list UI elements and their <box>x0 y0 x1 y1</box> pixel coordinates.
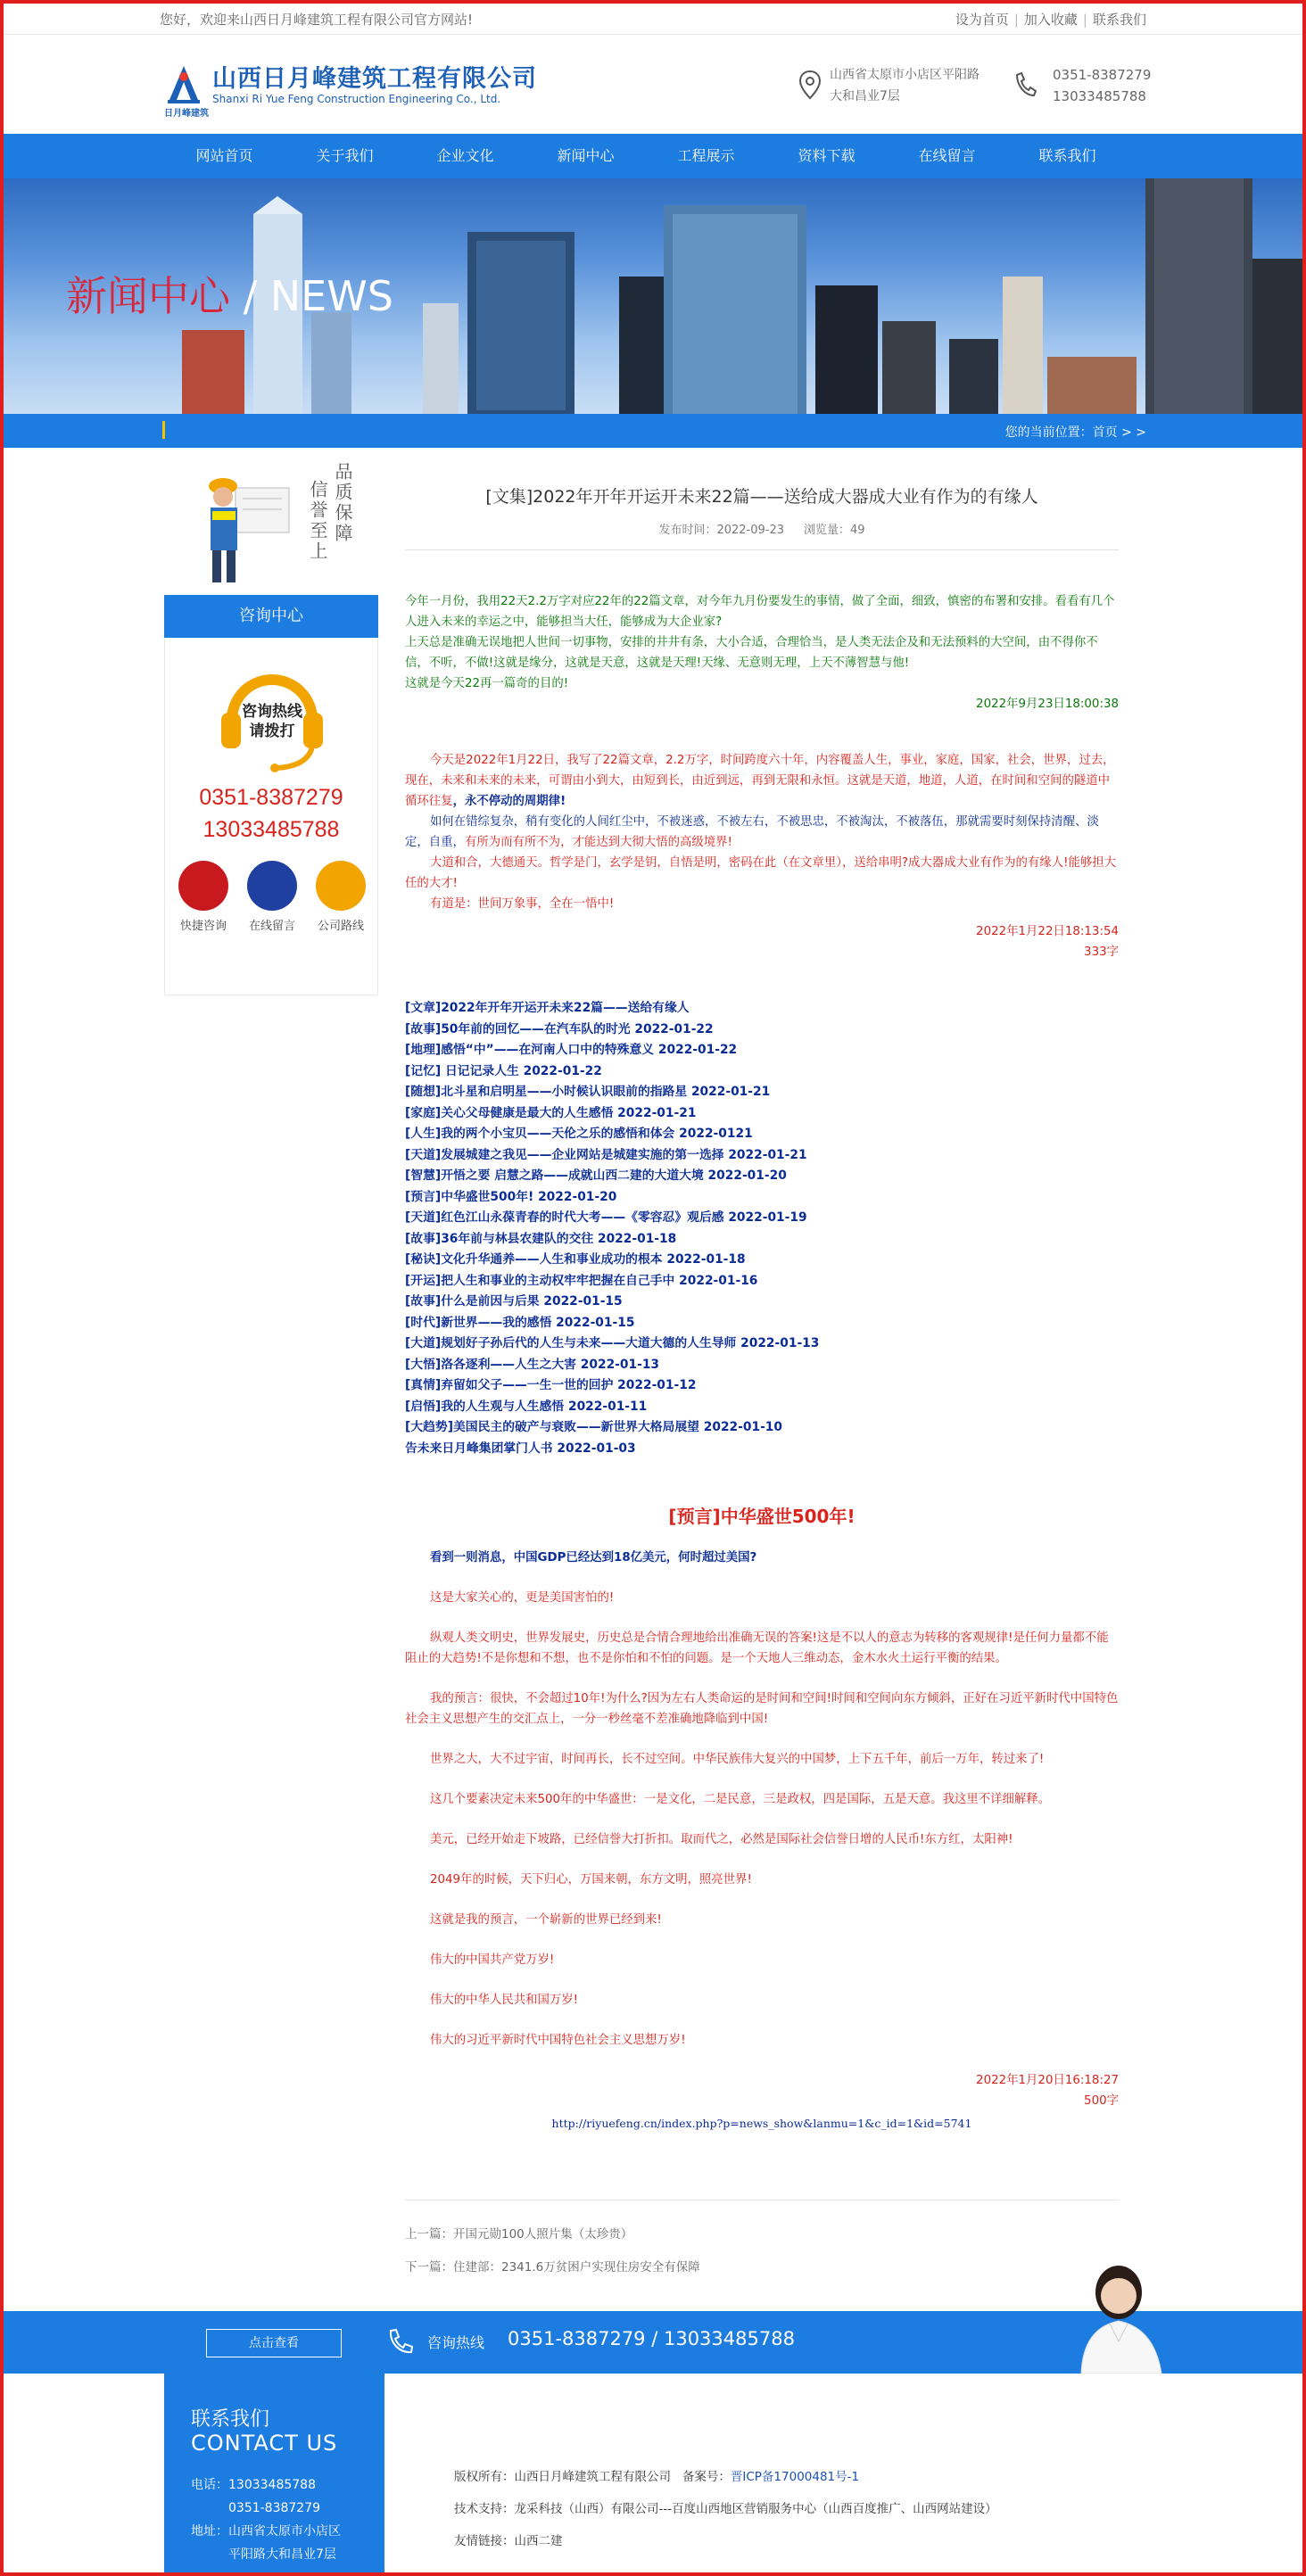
prev-article-link[interactable]: 上一篇：开国元勋100人照片集（太珍贵） <box>405 2227 633 2242</box>
list-item[interactable]: [地理]感悟“中”——在河南人口中的特殊意义 2022-01-22 <box>405 1043 738 1057</box>
section2-para-2-text: 如何在错综复杂，稍有变化的人间红尘中，不被迷惑，不被左右，不被思忠，不被淘汰，不被落伍，那就需要时刻保持清醒、淡定，自重， <box>405 815 1099 849</box>
main-nav <box>4 134 1302 178</box>
nav-message[interactable]: 在线留言 <box>918 147 976 164</box>
view-button[interactable]: 点击查看 <box>206 2329 342 2357</box>
footer-copyright: 版权所有：山西日月峰建筑工程有限公司 <box>454 2470 671 2484</box>
news-banner <box>4 178 1302 414</box>
nav-about[interactable]: 关于我们 <box>316 147 374 164</box>
top-bar <box>4 4 1302 35</box>
sidebar-banner <box>164 448 378 595</box>
section2-para-4: 有道是：世间万象事，全在一悟中! <box>430 897 615 911</box>
slogan-quality: 品质保障 <box>332 462 353 544</box>
slogan-reputation: 信誉至上 <box>307 480 328 562</box>
list-item[interactable]: [随想]北斗星和启明星——小时候认识眼前的指路星 2022-01-21 <box>405 1085 771 1099</box>
prophecy-title: [预言]中华盛世500年! <box>668 1506 856 1527</box>
section2-count: 333字 <box>1084 945 1119 959</box>
list-item[interactable]: [大悟]洛各逐利——人生之大害 2022-01-13 <box>405 1357 660 1372</box>
phone-icon <box>385 2327 414 2356</box>
site-footer <box>4 2374 1302 2572</box>
hotline-label-1: 咨询热线 <box>242 703 302 721</box>
list-item[interactable]: [家庭]关心父母健康是最大的人生感悟 2022-01-21 <box>405 1105 697 1120</box>
article-section-2 <box>405 750 1119 962</box>
source-url-link[interactable]: http://riyuefeng.cn/index.php?p=news_show&lanmu=1&c_id=1&id=5741 <box>551 2117 972 2130</box>
prophecy-paragraph: 美元，已经开始走下坡路，已经信誉大打折扣。取而代之，必然是国际社会信誉日增的人民币!东方红，太阳神! <box>430 1833 1013 1846</box>
footer-copyright-line <box>454 2461 997 2493</box>
online-message-label: 在线留言 <box>248 920 295 933</box>
company-logo[interactable] <box>164 59 539 119</box>
customer-service-agent-image <box>1056 2257 1190 2374</box>
nav-culture[interactable]: 企业文化 <box>436 147 494 164</box>
sidebar-phone-2: 13033485788 <box>203 817 340 842</box>
address-line-1: 山西省太原市小店区平阳路 <box>830 68 980 82</box>
footer-contact-title-en: CONTACT US <box>191 2431 338 2456</box>
prophecy-paragraph: 伟大的中华人民共和国万岁! <box>430 1994 579 2007</box>
article <box>405 448 1119 2284</box>
list-item[interactable]: [故事]36年前与林县农建队的交往 2022-01-18 <box>405 1231 677 1246</box>
location-pin-icon <box>798 70 822 102</box>
list-item[interactable]: [时代]新世界——我的感悟 2022-01-15 <box>405 1315 635 1330</box>
list-item[interactable]: 告未来日月峰集团掌门人书 2022-01-03 <box>405 1441 636 1456</box>
banner-title <box>66 264 393 323</box>
prophecy-paragraph: 伟大的习近平新时代中国特色社会主义思想万岁! <box>430 2034 686 2047</box>
list-item[interactable]: [开运]把人生和事业的主动权牢牢把握在自己手中 2022-01-16 <box>405 1273 758 1288</box>
quick-consult-label: 快捷咨询 <box>179 920 227 933</box>
list-item[interactable]: [真情]弃留如父子——一生一世的回护 2022-01-12 <box>405 1378 697 1392</box>
article-meta <box>405 520 1119 537</box>
section2-para-2 <box>405 812 1119 853</box>
section2-para-1-text: 今天是2022年1月22日，我写了22篇文章，2.2万字，时间跨度六十年，内容覆盖人生，事业，家庭，国家，社会，世界，过去，现在，未来和未来的未来，可谓由小到大，由短到长，由近到远，再到无限和永恒。这就是天道，地道，人道，在时间和空间的隧道中循环往复 <box>405 754 1115 808</box>
list-item[interactable]: [启悟]我的人生观与人生感悟 2022-01-11 <box>405 1399 648 1414</box>
header-phone-2: 13033485788 <box>1053 88 1146 104</box>
worker-illustration-icon <box>191 470 298 586</box>
prophecy-paragraph: 世界之大，大不过宇宙，时间再长，长不过空间。中华民族伟大复兴的中国梦，上下五千年，前后一万年，转过来了! <box>430 1753 1045 1766</box>
title-divider <box>405 549 1119 550</box>
article-intro <box>405 591 1119 714</box>
footer-friend-links[interactable]: 友情链接：山西二建 <box>454 2534 563 2548</box>
prev-next-nav <box>405 2200 1119 2284</box>
company-name-en: Shanxi Ri Yue Feng Construction Engineering Co., Ltd. <box>212 93 501 105</box>
icp-link[interactable]: 晋ICP备17000481号-1 <box>730 2470 860 2484</box>
nav-home[interactable]: 网站首页 <box>195 147 253 164</box>
section2-para-1 <box>405 750 1119 812</box>
top-links: 设为首页 | 加入收藏 | 联系我们 <box>955 12 1146 28</box>
section2-date: 2022年1月22日18:13:54 <box>976 925 1119 938</box>
intro-date: 2022年9月23日18:00:38 <box>976 698 1119 711</box>
header-phone <box>1012 64 1151 107</box>
logo-tagline: 日月峰建筑 <box>164 109 209 119</box>
message-icon <box>247 861 297 911</box>
online-message-button[interactable] <box>241 861 303 933</box>
article-title: [文集]2022年开年开运开未来22篇——送给成大器成大业有作为的有缘人 <box>485 487 1038 507</box>
list-item[interactable]: [文章]2022年开年开运开未来22篇——送给有缘人 <box>405 1001 690 1015</box>
list-item[interactable]: [智慧]开悟之要 启慧之路——成就山西二建的大道大境 2022-01-20 <box>405 1168 787 1183</box>
logo-mark-icon <box>164 64 203 105</box>
intro-para-3: 这就是今天22再一篇奇的目的! <box>405 677 569 690</box>
site-header <box>4 34 1302 132</box>
phone-icon <box>1012 70 1037 102</box>
banner-title-en: NEWS <box>269 272 393 320</box>
list-item[interactable]: [天道]红色江山永葆青春的时代大考——《零容忍》观后感 2022-01-19 <box>405 1210 807 1225</box>
prophecy-paragraph: 我的预言：很快，不会超过10年!为什么?因为左右人类命运的是时间和空间!时间和空间向东方倾斜，正好在习近平新时代中国特色社会主义思想产生的交汇点上，一分一秒丝毫不差准确地降临到中国! <box>405 1692 1119 1726</box>
add-favorite-link[interactable]: 加入收藏 <box>1023 12 1078 28</box>
footer-address-2: 平阳路大和昌业7层 <box>228 2547 336 2562</box>
breadcrumb-bar <box>4 414 1302 448</box>
footer-address: 地址：山西省太原市小店区 <box>191 2524 341 2539</box>
company-name-cn: 山西日月峰建筑工程有限公司 <box>212 65 537 93</box>
section2-para-1-end: ，永不停动的周期律! <box>452 795 566 808</box>
chat-icon <box>178 861 228 911</box>
list-item[interactable]: [预言]中华盛世500年! 2022-01-20 <box>405 1189 617 1204</box>
list-item[interactable]: [大趋势]美国民主的破产与衰败——新世界大格局展望 2022-01-10 <box>405 1420 782 1434</box>
consult-center-heading: 咨询中心 <box>164 595 378 638</box>
prophecy-paragraph: 这几个要素决定未来500年的中华盛世：一是文化，二是民意，三是政权，四是国际，五是天意。我这里不详细解释。 <box>430 1793 1051 1806</box>
prophecy-paragraph: 纵观人类文明史，世界发展史，历史总是合情合理地给出准确无误的答案!这是不以人的意志为转移的客观规律!是任何力量都不能阻止的大趋势!不是你想和不想，也不是你怕和不怕的问题。是一个天地人三维动态，金木水火土运行平衡的结果。 <box>405 1631 1109 1665</box>
set-homepage-link[interactable]: 设为首页 <box>955 12 1009 28</box>
band-hotline-label: 咨询热线 <box>427 2334 485 2351</box>
prophecy-paragraph: 伟大的中国共产党万岁! <box>430 1953 555 1967</box>
nav-downloads[interactable]: 资料下载 <box>798 147 856 164</box>
prophecy-paragraph: 这就是我的预言，一个崭新的世界已经到来! <box>430 1913 662 1927</box>
hotline-label-2: 请拨打 <box>249 722 295 740</box>
list-item[interactable]: [人生]我的两个小宝贝——天伦之乐的感悟和体会 2022-0121 <box>405 1127 753 1141</box>
section-marker <box>162 421 165 439</box>
quick-consult-button[interactable] <box>172 861 235 933</box>
footer-tel: 电话：13033485788 <box>191 2478 316 2492</box>
company-route-button[interactable] <box>310 861 372 933</box>
band-hotline-numbers: 0351-8387279 / 13033485788 <box>508 2328 795 2349</box>
nav-projects[interactable]: 工程展示 <box>677 147 735 164</box>
list-item[interactable]: [故事]50年前的回忆——在汽车队的时光 2022-01-22 <box>405 1021 714 1036</box>
consult-box <box>164 638 378 995</box>
footer-tech-support[interactable]: 技术支持：龙采科技（山西）有限公司---百度山西地区营销服务中心（山西百度推广、山西网站建设） <box>454 2502 997 2516</box>
route-icon <box>316 861 366 911</box>
prophecy-paragraph: 这是大家关心的，更是美国害怕的! <box>430 1591 615 1605</box>
prophecy-paragraph: 看到一则消息，中国GDP已经达到18亿美元，何时超过美国? <box>430 1551 757 1565</box>
list-item[interactable]: [大道]规划好子孙后代的人生与未来——大道大德的人生导师 2022-01-13 <box>405 1336 820 1350</box>
address-line-2: 大和昌业7层 <box>830 89 900 103</box>
contact-us-link[interactable]: 联系我们 <box>1092 12 1146 28</box>
section2-para-3: 大道和合，大德通天。哲学是门，玄学是钥，自悟是明，密码在此（在文章里），送给串明?成大器成大业有作为的有缘人!能够担大任的大才! <box>405 856 1117 890</box>
headset-icon <box>214 657 330 773</box>
sidebar <box>164 448 378 995</box>
list-item[interactable]: [记忆] 日记记录人生 2022-01-22 <box>405 1063 602 1078</box>
company-route-label: 公司路线 <box>317 920 364 933</box>
breadcrumb[interactable]: 您的当前位置：首页 > > <box>1004 425 1146 440</box>
section2-para-2-end: 有所为而有所不为，才能达到大彻大悟的高级境界! <box>464 836 732 849</box>
intro-para-2: 上天总是准确无误地把人世间一切事物，安排的井井有条，大小合适，合理恰当，是人类无法企及和无法预料的大空间，由不得你不信，不听，不做!这就是缘分，这就是天意，这就是天理!天缘、无意则无理，上天不薄智慧与他! <box>405 636 1098 670</box>
list-item[interactable]: [秘诀]文化升华通养——人生和事业成功的根本 2022-01-18 <box>405 1252 746 1267</box>
prophecy-date: 2022年1月20日16:18:27 <box>976 2074 1119 2087</box>
banner-title-cn: 新闻中心 <box>66 272 230 320</box>
list-item[interactable]: [天道]发展城建之我见——企业网站是城建实施的第一选择 2022-01-21 <box>405 1147 807 1162</box>
nav-news[interactable]: 新闻中心 <box>557 147 615 164</box>
prophecy-body <box>405 1548 1119 2051</box>
welcome-text: 您好，欢迎来山西日月峰建筑工程有限公司官方网站! <box>160 12 474 28</box>
footer-record-label: 备案号： <box>682 2470 731 2484</box>
footer-contact-box <box>164 2374 384 2572</box>
prophecy-paragraph: 2049年的时候，天下归心，万国来朝，东方文明，照亮世界! <box>430 1873 752 1887</box>
footer-contact-title-cn: 联系我们 <box>191 2408 270 2431</box>
list-item[interactable]: [故事]什么是前因与后果 2022-01-15 <box>405 1294 623 1309</box>
article-list <box>405 998 1119 1459</box>
next-article-link[interactable]: 下一篇：住建部：2341.6万贫困户实现住房安全有保障 <box>405 2260 700 2275</box>
header-phone-1: 0351-8387279 <box>1053 67 1152 83</box>
prophecy-count: 500字 <box>1084 2094 1119 2108</box>
intro-para-1: 今年一月份，我用22天2.2万字对应22年的22篇文章，对今年九月份要发生的事情，做了全面，细致，慎密的布署和安排。看看有几个人进入未来的幸运之中，能够担当大任，能够成为大企业家? <box>405 595 1115 629</box>
sidebar-phone-1: 0351-8387279 <box>199 785 343 810</box>
view-count: 浏览量：49 <box>804 524 865 537</box>
footer-tel-2: 0351-8387279 <box>228 2501 321 2515</box>
footer-info <box>454 2461 997 2557</box>
header-address <box>798 64 980 107</box>
publish-time: 发布时间：2022-09-23 <box>658 524 784 537</box>
banner-title-sep: / <box>230 272 270 320</box>
nav-contact[interactable]: 联系我们 <box>1038 147 1096 164</box>
